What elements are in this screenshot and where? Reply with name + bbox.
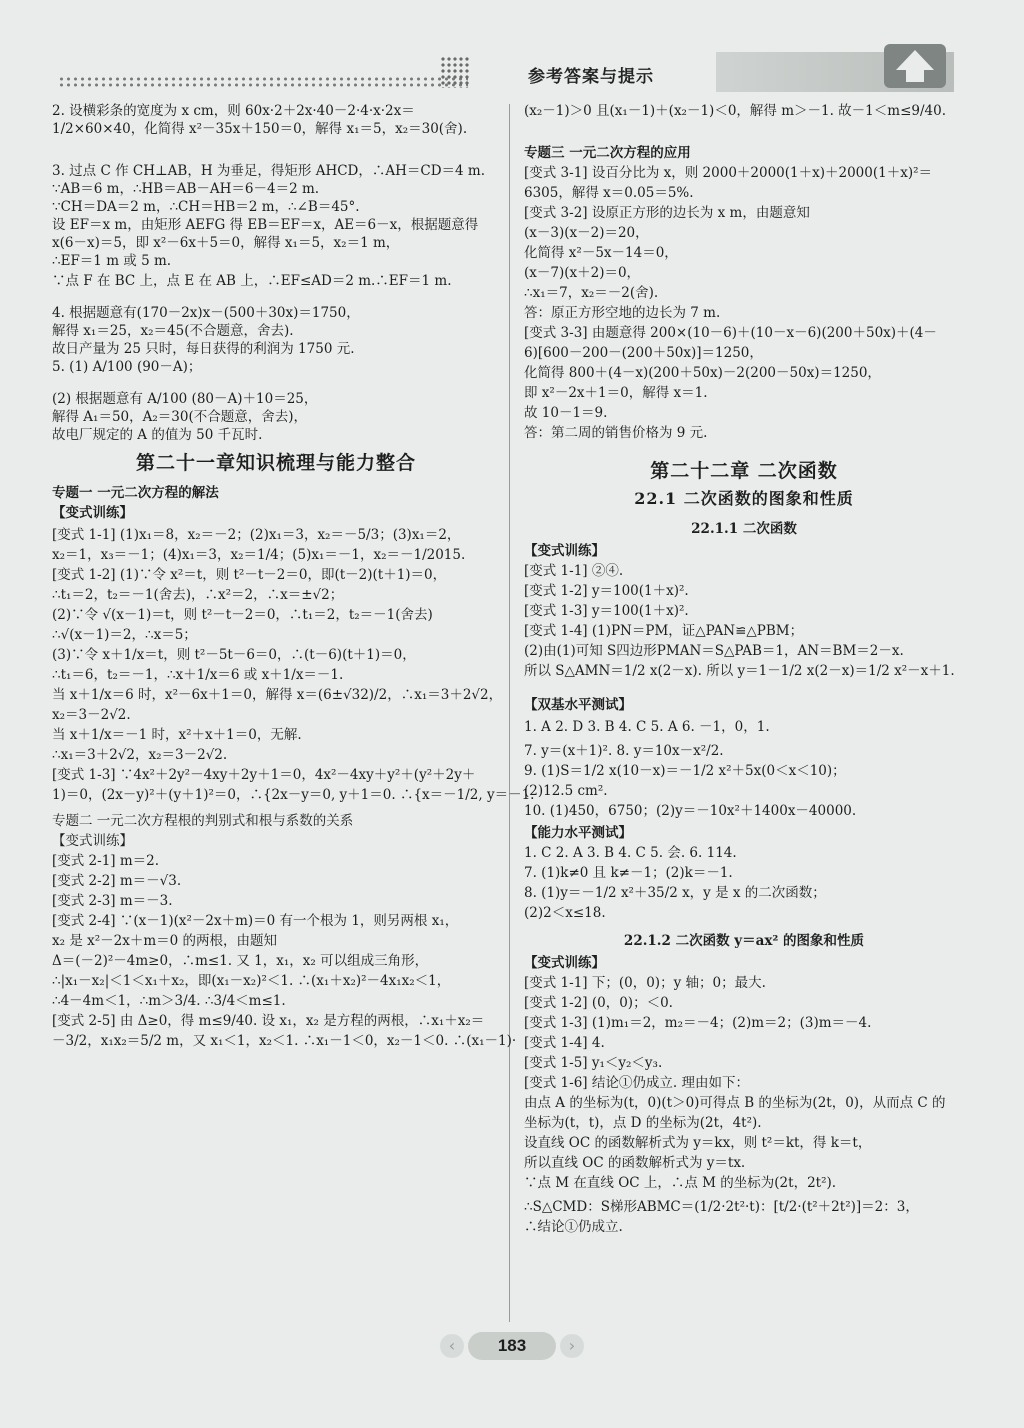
right-text-line: 7. y＝(x＋1)². 8. y＝10x－x²/2. [524, 743, 724, 759]
right-text-line: [变式 1-2] y＝100(1＋x)². [524, 583, 689, 599]
right-text-line: 1. C 2. A 3. B 4. C 5. 会. 6. 114. [524, 845, 737, 861]
left-text-line: ∴t₁＝2，t₂＝－1(舍去)，∴x²＝2，∴x＝±√2； [52, 587, 344, 603]
right-text-line: 22.1 二次函数的图象和性质 [634, 489, 854, 508]
left-text-line: 故电厂规定的 A 的值为 50 千瓦时. [52, 427, 263, 443]
left-text-line: 3. 过点 C 作 CH⊥AB，H 为垂足，得矩形 AHCD，∴AH＝CD＝4 m. [52, 163, 486, 179]
right-text-line: [变式 3-2] 设原正方形的边长为 x m，由题意知 [524, 205, 810, 221]
left-text-line: [变式 1-1] (1)x₁＝8，x₂＝－2；(2)x₁＝3，x₂＝－5/3；(3)x₁＝2， [52, 527, 461, 543]
right-text-line: [变式 1-1] ②④. [524, 563, 624, 579]
left-text-line: 1)＝0，(2x－y)²＋(y＋1)²＝0，∴{2x－y＝0, y＋1＝0. ∴{x＝－1/2, y＝－1. [52, 787, 535, 803]
prev-arrow-icon: ‹ [440, 1334, 464, 1358]
right-text-line: [变式 3-3] 由题意得 200×(10－6)＋(10－x－6)(200＋50x)＋(4－ [524, 325, 937, 341]
right-text-line: 所以直线 OC 的函数解析式为 y＝tx. [524, 1155, 746, 1171]
right-text-line: [变式 3-1] 设百分比为 x，则 2000＋2000(1＋x)＋2000(1＋x)²＝ [524, 165, 933, 181]
right-text-line: 第二十二章 二次函数 [650, 460, 838, 482]
right-text-line: ∴x₁＝7，x₂＝－2(舍). [524, 285, 659, 301]
right-text-line: [变式 1-3] (1)m₁＝2，m₂＝－4；(2)m＝2；(3)m＝－4. [524, 1015, 872, 1031]
right-text-line: 即 x²－2x＋1＝0，解得 x＝1. [524, 385, 708, 401]
right-text-line: 7. (1)k≠0 且 k≠－1；(2)k＝－1. [524, 865, 733, 881]
right-text-line: 专题三 一元二次方程的应用 [524, 145, 691, 161]
left-text-line: Δ＝(－2)²－4m≥0，∴m≤1. 又 1，x₁，x₂ 可以组成三角形， [52, 953, 429, 969]
left-text-line: 【变式训练】 [52, 833, 133, 849]
left-text-line: ∴x₁＝3＋2√2，x₂＝3－2√2. [52, 747, 228, 763]
right-text-line: 【双基水平测试】 [524, 697, 632, 713]
left-text-line: x₂ 是 x²－2x＋m＝0 的两根，由题知 [52, 933, 278, 949]
left-text-line: [变式 2-2] m＝－√3. [52, 873, 182, 889]
left-text-line: 2. 设横彩条的宽度为 x cm，则 60x·2＋2x·40－2·4·x·2x＝ [52, 103, 415, 119]
right-text-line: 9. (1)S＝1/2 x(10－x)＝－1/2 x²＋5x(0＜x＜10)； [524, 763, 846, 779]
left-text-line: 故日产量为 25 只时，每日获得的利润为 1750 元. [52, 341, 355, 357]
page-number-bar [440, 1332, 584, 1360]
header-dot-rule [58, 76, 468, 88]
right-text-line: [变式 1-4] 4. [524, 1035, 605, 1051]
right-text-line: 答：第二周的销售价格为 9 元. [524, 425, 708, 441]
left-text-line: ∴EF＝1 m 或 5 m. [52, 253, 172, 269]
left-text-line: ∴t₁＝6，t₂＝－1，∴x＋1/x＝6 或 x＋1/x＝－1. [52, 667, 344, 683]
left-text-line: 专题二 一元二次方程根的判别式和根与系数的关系 [52, 813, 354, 829]
header-dot-block [440, 56, 470, 88]
column-divider [509, 104, 510, 1322]
right-text-line: 6)[600－200－(200＋50x)]＝1250， [524, 345, 763, 361]
left-text-line: [变式 1-2] (1)∵令 x²＝t，则 t²－t－2＝0，即(t－2)(t＋1)＝0， [52, 567, 447, 583]
right-text-line: 所以 S△AMN＝1/2 x(2－x). 所以 y＝1－1/2 x(2－x)＝1/2 x²－x＋1. [524, 663, 955, 679]
left-text-line: x₂＝3－2√2. [52, 707, 131, 723]
right-text-line: 【变式训练】 [524, 543, 605, 559]
right-text-line: 22.1.2 二次函数 y＝ax² 的图象和性质 [623, 933, 865, 949]
right-text-line: (x－7)(x＋2)＝0， [524, 265, 641, 281]
page-number: 183 [468, 1332, 556, 1360]
left-text-line: 4. 根据题意有(170－2x)x－(500＋30x)＝1750， [52, 305, 360, 321]
right-text-line: 【能力水平测试】 [524, 825, 632, 841]
left-text-line: 解得 A₁＝50，A₂＝30(不合题意，舍去)， [52, 409, 308, 425]
right-text-line: 22.1.1 二次函数 [691, 521, 797, 537]
right-text-line: (2)12.5 cm². [524, 783, 608, 799]
left-text-line: ∵点 F 在 BC 上，点 E 在 AB 上，∴EF≤AD＝2 m.∴EF＝1 m. [52, 273, 452, 289]
left-text-line: (2) 根据题意有 A/100 (80－A)＋10＝25， [52, 391, 318, 407]
left-text-line: ∵AB＝6 m，∴HB＝AB－AH＝6－4＝2 m. [52, 181, 320, 197]
next-arrow-icon: › [560, 1334, 584, 1358]
right-text-line: [变式 1-4] (1)PN＝PM，证△PAN≌△PBM； [524, 623, 804, 639]
left-text-line: x(6－x)＝5，即 x²－6x＋5＝0，解得 x₁＝5，x₂＝1 m， [52, 235, 400, 251]
page-header-title: 参考答案与提示 [528, 67, 654, 87]
right-text-line: 8. (1)y＝－1/2 x²＋35/2 x，y 是 x 的二次函数； [524, 885, 826, 901]
right-text-line: [变式 1-5] y₁＜y₂＜y₃. [524, 1055, 663, 1071]
right-text-line: [变式 1-2] (0，0)；＜0. [524, 995, 673, 1011]
left-text-line: (3)∵令 x＋1/x＝t，则 t²－5t－6＝0，∴(t－6)(t＋1)＝0， [52, 647, 416, 663]
right-text-line: 6305，解得 x＝0.05＝5%. [524, 185, 694, 201]
left-text-line: ∵CH＝DA＝2 m，∴CH＝HB＝2 m，∴∠B＝45°. [52, 199, 360, 215]
left-text-line: [变式 2-3] m＝－3. [52, 893, 173, 909]
right-text-line: (2)2＜x≤18. [524, 905, 606, 921]
left-text-line: x₂＝1，x₃＝－1；(4)x₁＝3，x₂＝1/4；(5)x₁＝－1，x₂＝－1/2015. [52, 547, 466, 563]
right-text-line: (x₂－1)＞0 且(x₁－1)＋(x₂－1)＜0，解得 m＞－1. 故－1＜m≤9/40. [524, 103, 946, 119]
right-text-line: 化简得 x²－5x－14＝0， [524, 245, 678, 261]
left-text-line: 当 x＋1/x＝6 时，x²－6x＋1＝0，解得 x＝(6±√32)/2，∴x₁＝3＋2√2， [52, 687, 503, 703]
right-text-line: ∵点 M 在直线 OC 上，∴点 M 的坐标为(2t，2t²). [524, 1175, 837, 1191]
right-text-line: 由点 A 的坐标为(t，0)(t＞0)可得点 B 的坐标为(2t，0)，从而点 C 的 [524, 1095, 946, 1111]
left-text-line: 当 x＋1/x＝－1 时，x²＋x＋1＝0，无解. [52, 727, 302, 743]
left-text-line: (2)∵令 √(x－1)＝t，则 t²－t－2＝0，∴t₁＝2，t₂＝－1(舍去) [52, 607, 433, 623]
right-text-line: 【变式训练】 [524, 955, 605, 971]
right-text-line: ∴结论①仍成立. [524, 1219, 623, 1235]
arrow-logo-icon [884, 44, 946, 88]
left-text-line: [变式 2-4] ∵(x－1)(x²－2x＋m)＝0 有一个根为 1，则另两根 x₁， [52, 913, 459, 929]
right-text-line: 1. A 2. D 3. B 4. C 5. A 6. －1，0，1. [524, 719, 770, 735]
left-text-line: 设 EF＝x m，由矩形 AEFG 得 EB＝EF＝x，AE＝6－x，根据题意得 [52, 217, 479, 233]
left-text-line: 1/2×60×40，化简得 x²－35x＋150＝0，解得 x₁＝5，x₂＝30(舍). [52, 121, 468, 137]
left-text-line: 5. (1) A/100 (90－A)； [52, 359, 202, 375]
left-text-line: [变式 1-3] ∵4x²＋2y²－4xy＋2y＋1＝0，4x²－4xy＋y²＋(y²＋2y＋ [52, 767, 476, 783]
right-text-line: [变式 1-1] 下；(0，0)；y 轴；0；最大. [524, 975, 766, 991]
right-text-line: ∴S△CMD：S梯形ABMC＝(1/2·2t²·t)：[t/2·(t²＋2t²)]＝2：3， [524, 1199, 919, 1215]
left-text-line: [变式 2-1] m＝2. [52, 853, 160, 869]
right-text-line: 故 10－1＝9. [524, 405, 608, 421]
left-text-line: 第二十一章知识梳理与能力整合 [135, 452, 416, 474]
right-text-line: (x－3)(x－2)＝20， [524, 225, 649, 241]
right-text-line: 坐标为(t，t)，点 D 的坐标为(2t，4t²). [524, 1115, 762, 1131]
right-text-line: 10. (1)450，6750；(2)y＝－10x²＋1400x－40000. [524, 803, 857, 819]
left-text-line: 专题一 一元二次方程的解法 [52, 485, 219, 501]
right-text-line: 设直线 OC 的函数解析式为 y＝kx，则 t²＝kt，得 k＝t， [524, 1135, 872, 1151]
right-text-line: [变式 1-6] 结论①仍成立. 理由如下： [524, 1075, 749, 1091]
left-text-line: －3/2，x₁x₂＝5/2 m，又 x₁＜1，x₂＜1. ∴x₁－1＜0，x₂－1＜0. ∴(x₁－1)· [52, 1033, 517, 1049]
left-text-line: ∴√(x－1)＝2，∴x＝5； [52, 627, 197, 643]
left-text-line: 解得 x₁＝25，x₂＝45(不合题意，舍去). [52, 323, 294, 339]
right-text-line: 化简得 800＋(4－x)(200＋50x)－2(200－50x)＝1250， [524, 365, 881, 381]
right-text-line: [变式 1-3] y＝100(1＋x)². [524, 603, 689, 619]
right-text-line: 答：原正方形空地的边长为 7 m. [524, 305, 721, 321]
left-text-line: ∴|x₁－x₂|＜1＜x₁＋x₂，即(x₁－x₂)²＜1. ∴(x₁＋x₂)²－4x₁x₂＜1， [52, 973, 451, 989]
right-text-line: (2)由(1)可知 S四边形PMAN＝S△PAB＝1，AN＝BM＝2－x. [524, 643, 904, 659]
left-text-line: [变式 2-5] 由 Δ≥0，得 m≤9/40. 设 x₁，x₂ 是方程的两根，∴x₁＋x₂＝ [52, 1013, 485, 1029]
left-text-line: ∴4－4m＜1，∴m＞3/4. ∴3/4＜m≤1. [52, 993, 286, 1009]
left-text-line: 【变式训练】 [52, 505, 133, 521]
